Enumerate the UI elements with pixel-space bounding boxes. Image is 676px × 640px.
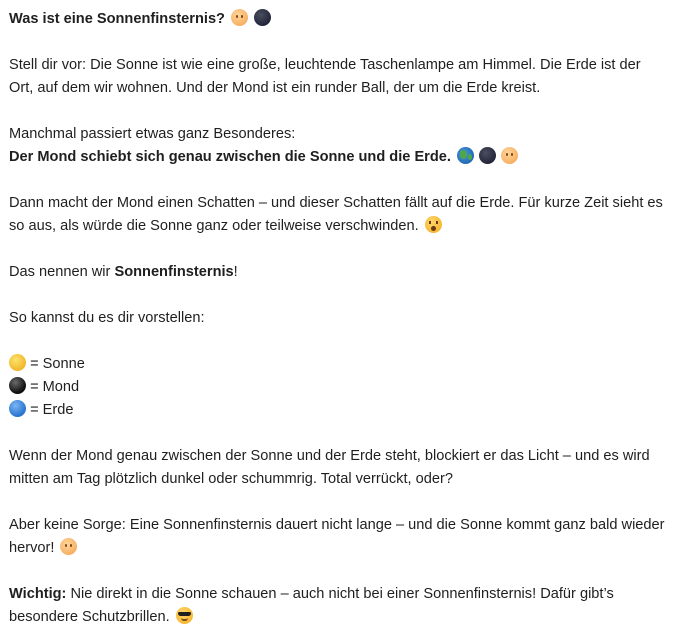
- legend-moon-text: = Mond: [30, 379, 80, 395]
- warning-paragraph: [9, 583, 665, 629]
- name-before: Das nennen wir: [9, 264, 115, 280]
- special-bold: Der Mond schiebt sich genau zwischen die Sonne und die Erde.: [9, 149, 451, 165]
- new-moon-icon: [479, 147, 496, 164]
- special-bold-line: [9, 146, 665, 169]
- legend-earth: [9, 399, 665, 422]
- sun-with-face-icon: [60, 538, 77, 555]
- globe-icon: [457, 147, 474, 164]
- special-lead: Manchmal passiert etwas ganz Besonderes:: [9, 126, 296, 142]
- legend-sun-text: = Sonne: [30, 356, 85, 372]
- name-bold: Sonnenfinsternis: [114, 264, 234, 280]
- heading-line: [9, 8, 665, 31]
- name-paragraph: [9, 261, 665, 284]
- intro-paragraph: Stell dir vor: Die Sonne ist wie eine große, leuchtende Taschenlampe am Himmel. Die Erde ist der Ort, auf dem wir wohnen. Und der Mond ist ein runder Ball, der um die Erde kreist.: [9, 57, 641, 96]
- legend-moon: [9, 376, 665, 399]
- black-circle-icon: [9, 377, 26, 394]
- reassure-text: Aber keine Sorge: Eine Sonnenfinsternis dauert nicht lange – und die Sonne kommt ganz bald wieder hervor!: [9, 517, 665, 556]
- shadow-text: Dann macht der Mond einen Schatten – und dieser Schatten fällt auf die Erde. Für kurze Zeit sieht es so aus, als würde die Sonne ganz oder teilweise verschwinden.: [9, 195, 663, 234]
- imagine-paragraph: So kannst du es dir vorstellen:: [9, 310, 205, 326]
- legend-sun: [9, 353, 665, 376]
- shadow-paragraph: [9, 192, 665, 238]
- sunglasses-face-icon: [176, 607, 193, 624]
- blue-circle-icon: [9, 400, 26, 417]
- warning-text: Nie direkt in die Sonne schauen – auch nicht bei einer Sonnenfinsternis! Dafür gibt’s besondere Schutzbrillen.: [9, 586, 614, 625]
- new-moon-icon: [254, 9, 271, 26]
- sun-with-face-icon: [501, 147, 518, 164]
- heading: Was ist eine Sonnenfinsternis?: [9, 11, 225, 27]
- message-content: [9, 8, 665, 629]
- astonished-face-icon: [425, 216, 442, 233]
- reassure-paragraph: [9, 514, 665, 560]
- yellow-circle-icon: [9, 354, 26, 371]
- block-paragraph: Wenn der Mond genau zwischen der Sonne und der Erde steht, blockiert er das Licht – und es wird mitten am Tag plötzlich dunkel oder schummrig. Total verrückt, oder?: [9, 448, 650, 487]
- legend-earth-text: = Erde: [30, 402, 74, 418]
- sun-with-face-icon: [231, 9, 248, 26]
- warning-label: Wichtig:: [9, 586, 67, 602]
- name-after: !: [233, 264, 238, 280]
